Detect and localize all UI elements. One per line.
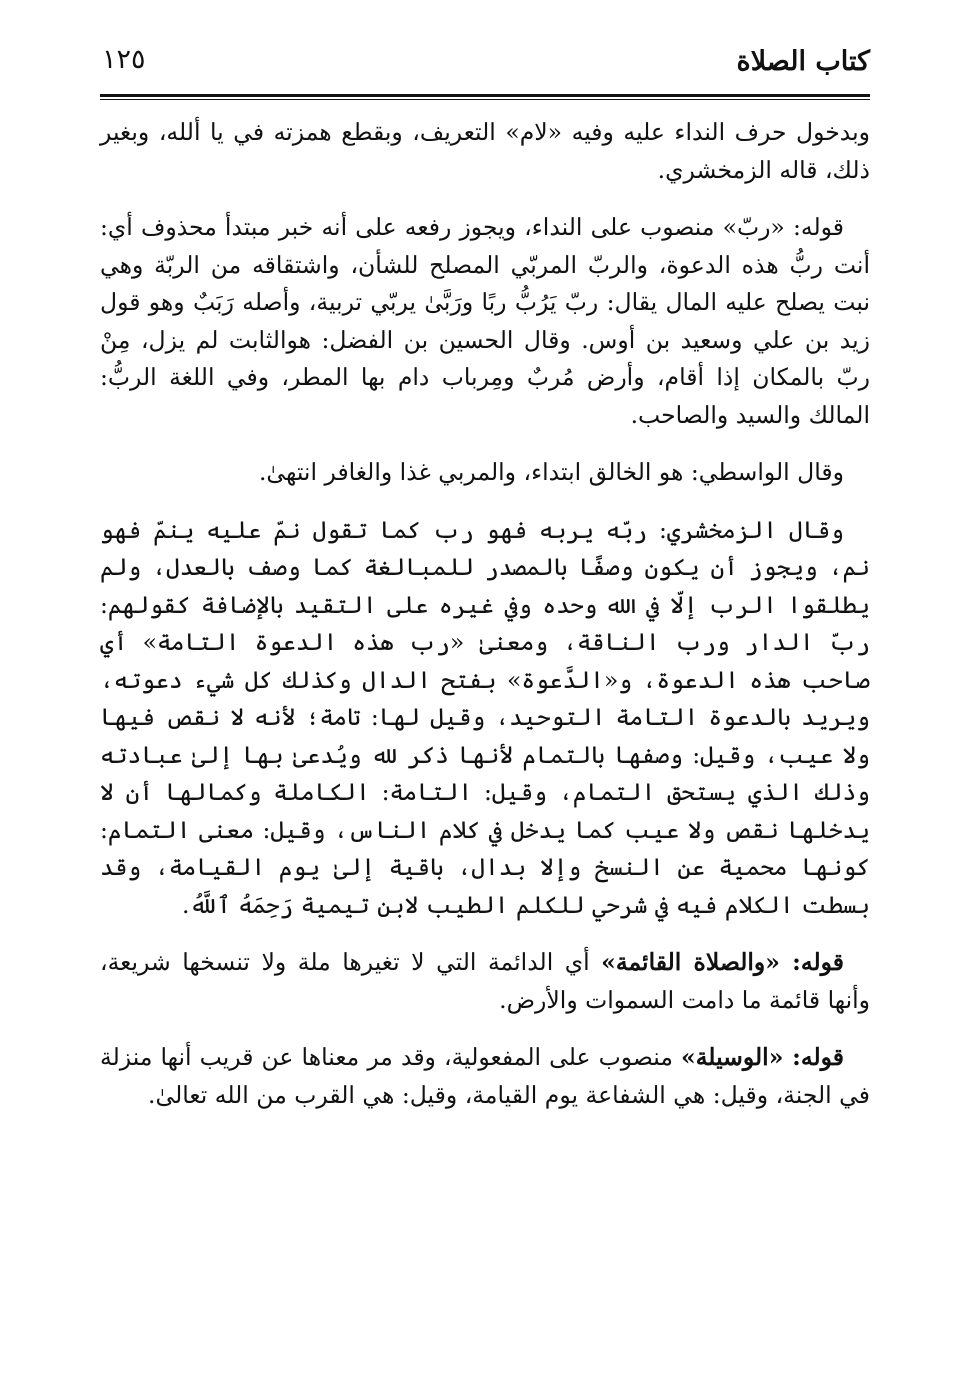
- paragraph-text: وقال الزمخشري: ربّه يربه فهو رب كما تقول نمّ عليه ينمّ فهو نم، ويجوز أن يكون وصفًا بالمصدر للمبالغة كما وصف بالعدل، ولم يطلقوا الرب إلّا في الله وحده وفي غيره على التقيد بالإضافة كقولهم: ربّ الدار ورب الناقة، ومعنىٰ «رب هذه الدعوة التامة» أي صاحب هذه الدعوة، و«الدَّعوة» بفتح الدال وكذلك كل شيء دعوته، ويريد بالدعوة التامة التوحيد، وقيل لها: تامة؛ لأنه لا نقص فيها ولا عيب، وقيل: وصفها بالتمام لأنها ذكر لله ويُدعىٰ بها إلىٰ عبادته وذلك الذي يستحق التمام، وقيل: التامة: الكاملة وكمالها أن لا يدخلها نقص ولا عيب كما يدخل في كلام الناس، وقيل: معنى التمام: كونها محمية عن النسخ وإلا بدال، باقية إلىٰ يوم القيامة، وقد بسطت الكلام فيه في شرحي للكلم الطيب لابن تيمية رَحِمَهُ ٱللَّهُ.: [100, 515, 870, 919]
- paragraph: [100, 1039, 870, 1114]
- paragraph-text: أي الدائمة التي لا تغيرها ملة ولا تنسخها شريعة، وأنها قائمة ما دامت السموات والأرض.: [100, 948, 870, 1014]
- paragraph-text: وبدخول حرف النداء عليه وفيه «لام» التعريف، وبقطع همزته في يا ألله، وبغير ذلك، قاله الزمخشري.: [100, 118, 870, 184]
- paragraph-lead-keyword: قوله: «والصلاة القائمة»: [601, 948, 844, 976]
- header-rule-thin: [100, 99, 870, 100]
- paragraph-lead-keyword: قوله: «الوسيلة»: [681, 1043, 844, 1071]
- paragraph-text: وقال الواسطي: هو الخالق ابتداء، والمربي غذا والغافر انتهىٰ.: [258, 458, 844, 486]
- body-text: [100, 114, 870, 1114]
- paragraph: [100, 209, 870, 434]
- paragraph-text: منصوب على المفعولية، وقد مر معناها عن قريب أنها منزلة في الجنة، وقيل: هي الشفاعة يوم القيامة، وقيل: هي القرب من الله تعالىٰ.: [100, 1043, 870, 1109]
- page-header: [100, 40, 870, 92]
- paragraph: [100, 454, 870, 492]
- paragraph: [100, 944, 870, 1019]
- header-rule-thick: [100, 94, 870, 97]
- document-page: [100, 40, 870, 1340]
- page-number: ١٢٥: [102, 44, 146, 75]
- page-title: كتاب الصلاة: [736, 46, 870, 77]
- paragraph: [100, 512, 870, 925]
- paragraph: [100, 114, 870, 189]
- paragraph-text: قوله: «ربّ» منصوب على النداء، ويجوز رفعه على أنه خبر مبتدأ محذوف أي: أنت ربُّ هذه الدعوة، والربّ المربّي المصلح للشأن، واشتقاقه من الربّة وهي نبت يصلح عليه المال يقال: ربّ يَرُبُّ ربًا ورَبَّىٰ يربّي تربية، وأصله رَبَبٌ وهو قول زيد بن علي وسعيد بن أوس. وقال الحسين بن الفضل: هوالثابت لم يزل، مِنْ ربّ بالمكان إذا أقام، وأرض مُربٌ ومِرباب دام بها المطر، وفي اللغة الربُّ: المالك والسيد والصاحب.: [100, 213, 870, 429]
